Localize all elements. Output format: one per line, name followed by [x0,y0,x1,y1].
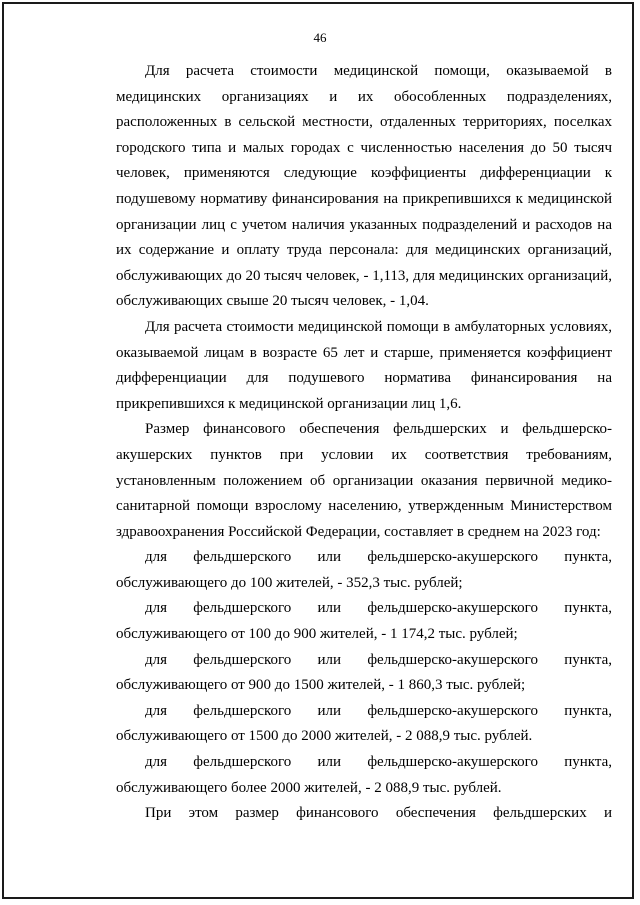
paragraph-age-coefficient: Для расчета стоимости медицинской помощи в амбулаторных условиях, оказываемой лицам в возрасте 65 лет и старше, применяется коэффициент дифференциации для подушевого норматива финансирования на прикрепившихся к медицинской организации лиц 1,6. [116,318,612,412]
paragraph-feldsher-funding: Размер финансового обеспечения фельдшерских и фельдшерско-акушерских пунктов при условии их соответствия требованиям, установленным положением об организации оказания первичной медико-санитарной помощи взрослому населению, утвержденным Министерством здравоохранения Российской Федерации, составляет в среднем на 2023 год: [116,421,612,540]
list-item: для фельдшерского или фельдшерско-акушерского пункта, обслуживающего до 100 жителей, - 352,3 тыс. рублей; [116,549,612,591]
paragraph-continuation: При этом размер финансового обеспечения фельдшерских и [145,805,612,822]
list-item: для фельдшерского или фельдшерско-акушерского пункта, обслуживающего от 1500 до 2000 жителей, - 2 088,9 тыс. рублей. [116,702,612,745]
list-item: для фельдшерского или фельдшерско-акушерского пункта, обслуживающего от 100 до 900 жителей, - 1 174,2 тыс. рублей; [116,600,612,643]
list-item: для фельдшерского или фельдшерско-акушерского пункта, обслуживающего более 2000 жителей, - 2 088,9 тыс. рублей. [116,754,612,796]
document-body [116,59,612,827]
page-number: 46 [313,30,327,45]
paragraph-rural-coefficients: Для расчета стоимости медицинской помощи, оказываемой в медицинских организациях и их обособленных подразделениях, расположенных в сельской местности, отдаленных территориях, поселках городского типа и малых городах с численностью населения до 50 тысяч человек, применяются следующие коэффициенты дифференциации к подушевому нормативу финансирования на прикрепившихся к медицинской организации лиц с учетом наличия указанных подразделений и расходов на их содержание и оплату труда персонала: для медицинских организаций, обслуживающих до 20 тысяч человек, - 1,113, для медицинских организаций, обслуживающих свыше 20 тысяч человек, - 1,04. [116,63,612,310]
list-item: для фельдшерского или фельдшерско-акушерского пункта, обслуживающего от 900 до 1500 жителей, - 1 860,3 тыс. рублей; [116,651,612,694]
